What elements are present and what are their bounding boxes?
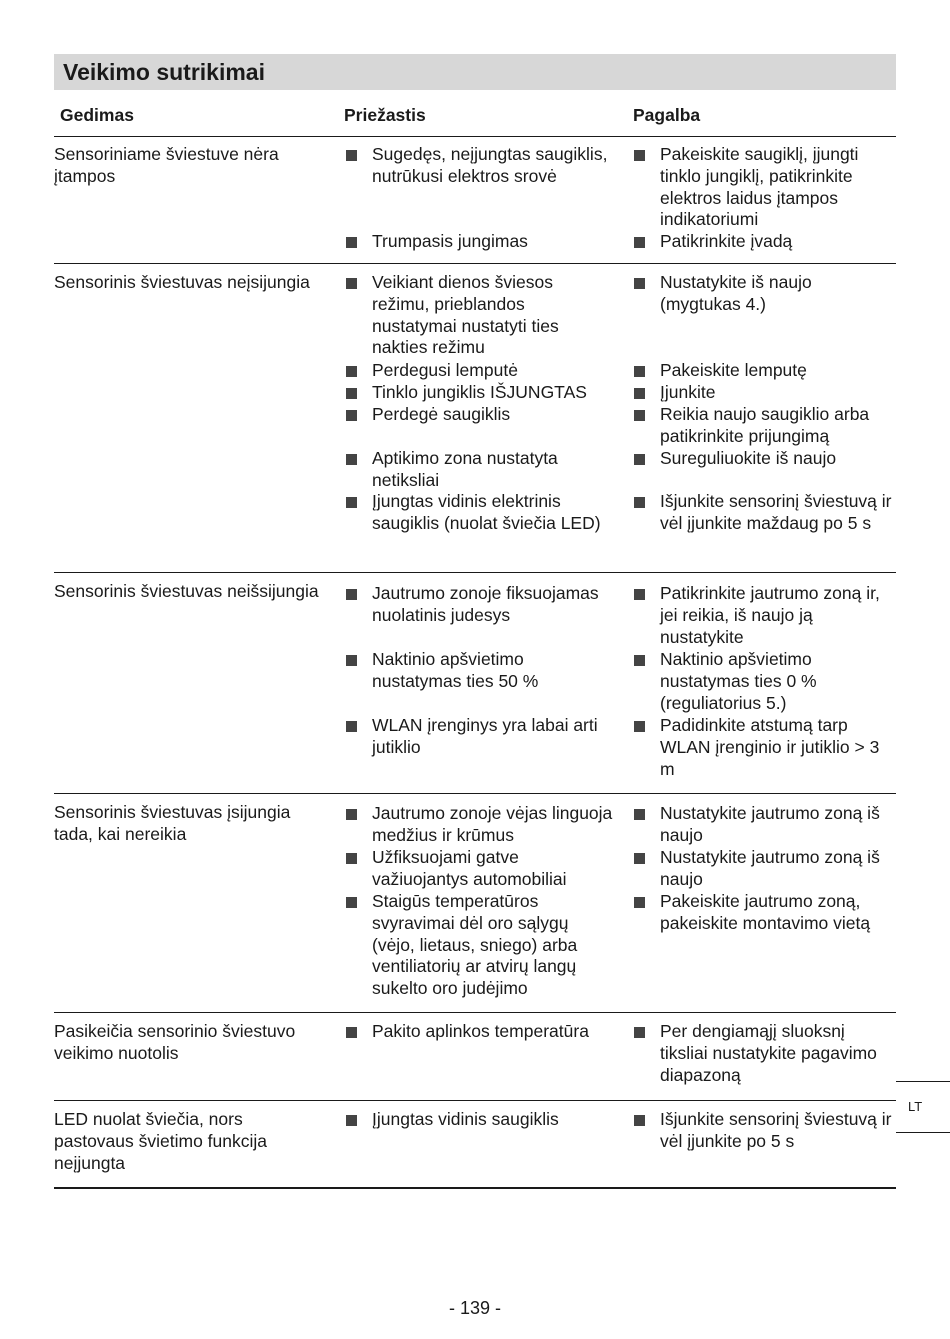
square-bullet-icon — [346, 497, 357, 508]
square-bullet-icon — [634, 237, 645, 248]
section-title: Veikimo sutrikimai — [54, 54, 896, 90]
square-bullet-icon — [634, 721, 645, 732]
header-fault: Gedimas — [60, 105, 134, 125]
square-bullet-icon — [634, 278, 645, 289]
square-bullet-icon — [346, 1115, 357, 1126]
square-bullet-icon — [634, 1115, 645, 1126]
square-bullet-icon — [346, 410, 357, 421]
square-bullet-icon — [346, 237, 357, 248]
square-bullet-icon — [634, 853, 645, 864]
fault-text: LED nuolat šviečia, nors pastovaus švietimo funkcija neįjungta — [54, 1109, 268, 1173]
table-header — [54, 104, 896, 137]
square-bullet-icon — [634, 497, 645, 508]
square-bullet-icon — [634, 366, 645, 377]
header-cause: Priežastis — [344, 105, 426, 125]
fault-text: Sensorinis šviestuvas įsijungia tada, kai nereikia — [54, 802, 291, 844]
page-number: - 139 - — [448, 1298, 502, 1318]
square-bullet-icon — [634, 410, 645, 421]
square-bullet-icon — [346, 454, 357, 465]
square-bullet-icon — [346, 655, 357, 666]
square-bullet-icon — [346, 809, 357, 820]
fault-text: Sensoriniame šviestuve nėra įtampos — [54, 144, 279, 186]
fault-text: Sensorinis šviestuvas neišsijungia — [54, 581, 319, 601]
square-bullet-icon — [634, 388, 645, 399]
square-bullet-icon — [346, 278, 357, 289]
square-bullet-icon — [634, 150, 645, 161]
table-row: Sensoriniame šviestuve nėra įtampos Sugedęs, neįjungtas saugiklis, nutrūkusi elektros srovė Trumpasis jungimas Pakeiskite saugiklį, įjungti tinklo jungiklį, patikrinkite elektros laidus įtampos indikatoriumi Patikrinkite įvadą — [54, 136, 896, 264]
square-bullet-icon — [634, 655, 645, 666]
table-row: Sensorinis šviestuvas įsijungia tada, kai nereikia Jautrumo zonoje vėjas linguoja medžius ir krūmus Užfiksuojami gatve važiuojantys automobiliai Staigūs temperatūros svyravimai dėl oro sąlygų (vėjo, lietaus, sniego) arba ventiliatorių ar atvirų langų sukelto oro judėjimo Nustatykite jautrumo zoną iš naujo Nustatykite jautrumo zoną iš naujo Pakeiskite jautrumo zoną, pakeiskite montavimo vietą — [54, 794, 896, 1013]
square-bullet-icon — [346, 366, 357, 377]
language-tab — [896, 1081, 950, 1133]
language-tab-label: LT — [908, 1099, 923, 1114]
table-row: Pasikeičia sensorinio šviestuvo veikimo nuotolis Pakito aplinkos temperatūra Per dengiamąjį sluoksnį tiksliai nustatykite pagavimo diapazoną — [54, 1013, 896, 1101]
square-bullet-icon — [346, 388, 357, 399]
square-bullet-icon — [346, 1027, 357, 1038]
square-bullet-icon — [634, 454, 645, 465]
table-row: Sensorinis šviestuvas neišsijungia Jautrumo zonoje fiksuojamas nuolatinis judesys Naktinio apšvietimo nustatymas ties 50 % WLAN įrenginys yra labai arti jutiklio Patikrinkite jautrumo zoną ir, jei reikia, iš naujo ją nustatykite Naktinio apšvietimo nustatymas ties 0 % (reguliatorius 5.) Padidinkite atstumą tarp WLAN įrenginio ir jutiklio > 3 m — [54, 573, 896, 794]
troubleshooting-table — [54, 136, 896, 1189]
square-bullet-icon — [634, 1027, 645, 1038]
square-bullet-icon — [346, 150, 357, 161]
square-bullet-icon — [634, 809, 645, 820]
fault-text: Pasikeičia sensorinio šviestuvo veikimo nuotolis — [54, 1021, 296, 1063]
table-row: LED nuolat šviečia, nors pastovaus švietimo funkcija neįjungta Įjungtas vidinis saugiklis Išjunkite sensorinį šviestuvą ir vėl įjunkite po 5 s — [54, 1101, 896, 1189]
square-bullet-icon — [346, 589, 357, 600]
square-bullet-icon — [634, 589, 645, 600]
fault-text: Sensorinis šviestuvas neįsijungia — [54, 272, 310, 292]
square-bullet-icon — [346, 721, 357, 732]
square-bullet-icon — [346, 897, 357, 908]
square-bullet-icon — [634, 897, 645, 908]
square-bullet-icon — [346, 853, 357, 864]
table-row: Sensorinis šviestuvas neįsijungia Veikiant dienos šviesos režimu, prieblandos nustatymai nustatyti ties nakties režimu Perdegusi lemputė Tinklo jungiklis IŠJUNGTAS Perdegė saugiklis Aptikimo zona nustatyta netiksliai Įjungtas vidinis elektrinis saugiklis (nuolat šviečia LED) Nustatykite iš naujo (mygtukas 4.) Pakeiskite lemputę Įjunkite Reikia naujo saugiklio arba patikrinkite prijungimą Sureguliuokite iš naujo Išjunkite sensorinį šviestuvą ir vėl įjunkite maždaug po 5 s — [54, 264, 896, 573]
header-help: Pagalba — [633, 105, 701, 125]
